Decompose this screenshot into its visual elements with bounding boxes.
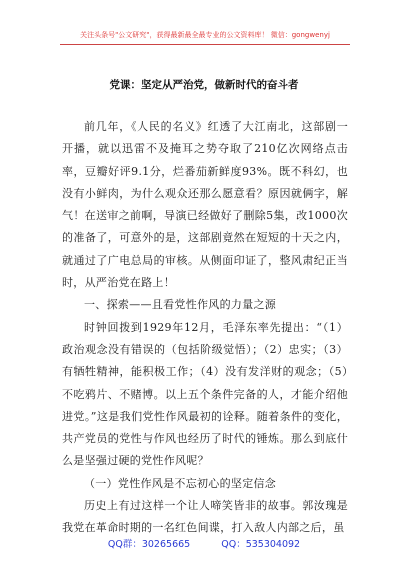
document-title: 党课：坚定从严治党，做新时代的奋斗者 bbox=[109, 79, 299, 91]
qq-group-number: QQ群：30265665 bbox=[107, 539, 191, 550]
footer-contacts bbox=[0, 536, 408, 550]
paragraph: 历史上有过这样一个让人啼笑皆非的故事。郭汝瑰是我党在革命时期的一名红色间谍，打入敌人内部之后，虽 bbox=[62, 499, 348, 535]
header-divider bbox=[60, 44, 350, 45]
document-body bbox=[62, 116, 348, 540]
section-heading: 一、探索——且看党性作风的力量之源 bbox=[84, 298, 277, 312]
paragraph: 时钟回拨到1929年12月，毛泽东率先提出：“（1）政治观念没有错误的（包括阶级觉悟）；（2）忠实；（3）有牺牲精神，能积极工作；（4）没有发洋财的观念；（5）不吃鸦片、不赌博。以上五个条件完备的人，才能介绍他进党。”这是我们党性作风最初的诠释。随着条件的变化，共产党员的党性与作风也经历了时代的锤炼。那么到底什么是坚强过硬的党性作风呢？ bbox=[62, 320, 348, 468]
subsection-heading: （一）党性作风是不忘初心的坚定信念 bbox=[84, 476, 277, 490]
promo-header: 关注头条号"公文研究"，获得最新最全最专业的公文资料库！ 微信：gongwenyj bbox=[80, 31, 330, 39]
paragraph: 前几年，《人民的名义》红透了大江南北，这部剧一开播，就以迅雷不及掩耳之势夺取了210亿次网络点击率，豆瓣好评9.1分，烂番茄新鲜度93%。既不科幻，也没有小鲜肉，为什么观众还那么愿意看？原因就俩字，解气！在送审之前啊，导演已经做好了删除5集，改1000次的准备了，可意外的是，这部剧竟然在短短的十天之内，就通过了广电总局的审核。从侧面印证了，整风肃纪正当时，从严治党在路上！ bbox=[62, 120, 348, 290]
qq-number: QQ：535304092 bbox=[221, 539, 301, 550]
